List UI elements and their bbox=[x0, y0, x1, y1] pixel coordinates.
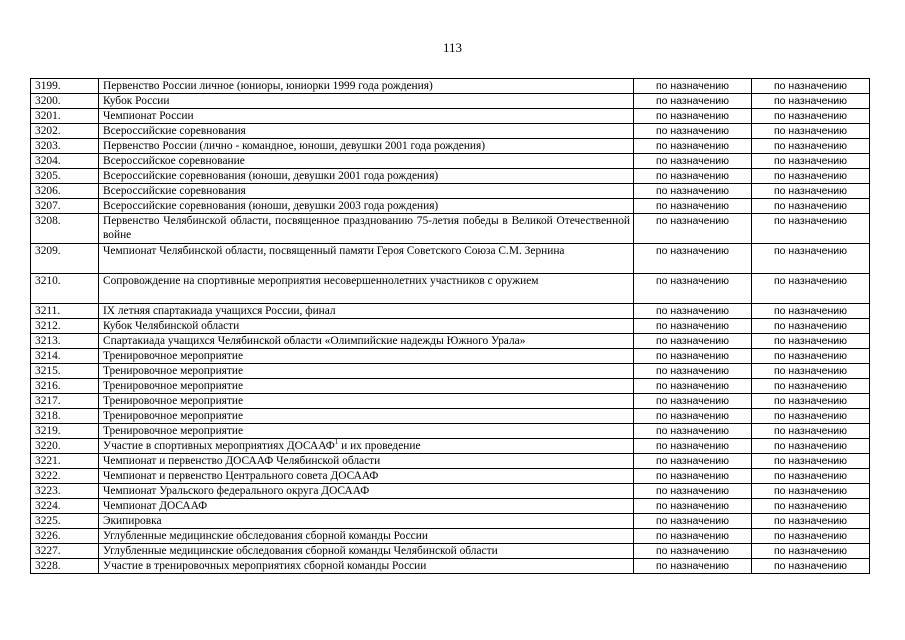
events-table bbox=[30, 78, 870, 574]
event-name-cell: Первенство Челябинской области, посвященное празднованию 75-летия победы в Великой Отечественной войне bbox=[99, 214, 634, 244]
event-name-cell: Всероссийские соревнования bbox=[99, 184, 634, 199]
events-table-body bbox=[31, 79, 870, 574]
row-number-cell: 3203. bbox=[31, 139, 99, 154]
event-name-cell: Чемпионат России bbox=[99, 109, 634, 124]
place-cell: по назначению bbox=[752, 364, 870, 379]
term-cell: по назначению bbox=[634, 559, 752, 574]
table-row bbox=[31, 529, 870, 544]
term-cell: по назначению bbox=[634, 184, 752, 199]
event-name-cell: Кубок Челябинской области bbox=[99, 319, 634, 334]
term-cell: по назначению bbox=[634, 304, 752, 319]
event-name-cell: Всероссийское соревнование bbox=[99, 154, 634, 169]
table-row bbox=[31, 184, 870, 199]
term-cell: по назначению bbox=[634, 334, 752, 349]
row-number-cell: 3214. bbox=[31, 349, 99, 364]
place-cell: по назначению bbox=[752, 109, 870, 124]
term-cell: по назначению bbox=[634, 214, 752, 244]
term-cell: по назначению bbox=[634, 199, 752, 214]
event-name-text: Участие в спортивных мероприятиях ДОСААФ bbox=[103, 440, 335, 452]
term-cell: по назначению bbox=[634, 94, 752, 109]
table-row bbox=[31, 169, 870, 184]
table-row bbox=[31, 319, 870, 334]
event-name-cell: Тренировочное мероприятие bbox=[99, 424, 634, 439]
row-number-cell: 3211. bbox=[31, 304, 99, 319]
term-cell: по назначению bbox=[634, 364, 752, 379]
row-number-cell: 3226. bbox=[31, 529, 99, 544]
table-row bbox=[31, 304, 870, 319]
table-row bbox=[31, 409, 870, 424]
row-number-cell: 3209. bbox=[31, 244, 99, 274]
term-cell: по назначению bbox=[634, 484, 752, 499]
table-row bbox=[31, 364, 870, 379]
table-row bbox=[31, 424, 870, 439]
table-row bbox=[31, 244, 870, 274]
term-cell: по назначению bbox=[634, 124, 752, 139]
table-row bbox=[31, 139, 870, 154]
row-number-cell: 3223. bbox=[31, 484, 99, 499]
table-row bbox=[31, 499, 870, 514]
row-number-cell: 3210. bbox=[31, 274, 99, 304]
term-cell: по назначению bbox=[634, 139, 752, 154]
table-row bbox=[31, 124, 870, 139]
place-cell: по назначению bbox=[752, 424, 870, 439]
place-cell: по назначению bbox=[752, 79, 870, 94]
term-cell: по назначению bbox=[634, 154, 752, 169]
place-cell: по назначению bbox=[752, 559, 870, 574]
table-row bbox=[31, 154, 870, 169]
row-number-cell: 3201. bbox=[31, 109, 99, 124]
place-cell: по назначению bbox=[752, 349, 870, 364]
term-cell: по назначению bbox=[634, 244, 752, 274]
event-name-cell: Первенство России (лично - командное, юноши, девушки 2001 года рождения) bbox=[99, 139, 634, 154]
term-cell: по назначению bbox=[634, 499, 752, 514]
place-cell: по назначению bbox=[752, 394, 870, 409]
term-cell: по назначению bbox=[634, 544, 752, 559]
place-cell: по назначению bbox=[752, 214, 870, 244]
term-cell: по назначению bbox=[634, 109, 752, 124]
row-number-cell: 3218. bbox=[31, 409, 99, 424]
place-cell: по назначению bbox=[752, 514, 870, 529]
table-row bbox=[31, 109, 870, 124]
event-name-cell: Углубленные медицинские обследования сборной команды Челябинской области bbox=[99, 544, 634, 559]
row-number-cell: 3220. bbox=[31, 439, 99, 454]
event-name-cell: Кубок России bbox=[99, 94, 634, 109]
table-row bbox=[31, 469, 870, 484]
table-row bbox=[31, 484, 870, 499]
table-row bbox=[31, 274, 870, 304]
table-row bbox=[31, 214, 870, 244]
term-cell: по назначению bbox=[634, 349, 752, 364]
event-name-cell: Спартакиада учащихся Челябинской области «Олимпийские надежды Южного Урала» bbox=[99, 334, 634, 349]
table-row bbox=[31, 439, 870, 454]
event-name-cell: Чемпионат Уральского федерального округа ДОСААФ bbox=[99, 484, 634, 499]
event-name-cell: IX летняя спартакиада учащихся России, финал bbox=[99, 304, 634, 319]
place-cell: по назначению bbox=[752, 304, 870, 319]
place-cell: по назначению bbox=[752, 379, 870, 394]
term-cell: по назначению bbox=[634, 379, 752, 394]
event-name-cell: Чемпионат Челябинской области, посвященный памяти Героя Советского Союза С.М. Зернина bbox=[99, 244, 634, 274]
term-cell: по назначению bbox=[634, 469, 752, 484]
table-row bbox=[31, 199, 870, 214]
row-number-cell: 3204. bbox=[31, 154, 99, 169]
place-cell: по назначению bbox=[752, 544, 870, 559]
event-name-cell: Тренировочное мероприятие bbox=[99, 364, 634, 379]
row-number-cell: 3200. bbox=[31, 94, 99, 109]
event-name-suffix: и их проведение bbox=[338, 440, 421, 452]
row-number-cell: 3199. bbox=[31, 79, 99, 94]
term-cell: по назначению bbox=[634, 529, 752, 544]
place-cell: по назначению bbox=[752, 274, 870, 304]
page-number: 113 bbox=[442, 40, 463, 55]
term-cell: по назначению bbox=[634, 79, 752, 94]
place-cell: по назначению bbox=[752, 154, 870, 169]
table-row bbox=[31, 454, 870, 469]
event-name-cell: Тренировочное мероприятие bbox=[99, 349, 634, 364]
term-cell: по назначению bbox=[634, 454, 752, 469]
row-number-cell: 3219. bbox=[31, 424, 99, 439]
table-row bbox=[31, 79, 870, 94]
term-cell: по назначению bbox=[634, 319, 752, 334]
table-row bbox=[31, 559, 870, 574]
event-name-cell: Всероссийские соревнования bbox=[99, 124, 634, 139]
table-row bbox=[31, 544, 870, 559]
event-name-cell: Сопровождение на спортивные мероприятия несовершеннолетних участников с оружием bbox=[99, 274, 634, 304]
place-cell: по назначению bbox=[752, 94, 870, 109]
place-cell: по назначению bbox=[752, 439, 870, 454]
place-cell: по назначению bbox=[752, 139, 870, 154]
event-name-cell: Тренировочное мероприятие bbox=[99, 379, 634, 394]
row-number-cell: 3205. bbox=[31, 169, 99, 184]
row-number-cell: 3217. bbox=[31, 394, 99, 409]
table-row bbox=[31, 514, 870, 529]
row-number-cell: 3215. bbox=[31, 364, 99, 379]
place-cell: по назначению bbox=[752, 409, 870, 424]
event-name-cell: Чемпионат и первенство ДОСААФ Челябинской области bbox=[99, 454, 634, 469]
row-number-cell: 3221. bbox=[31, 454, 99, 469]
event-name-cell: Тренировочное мероприятие bbox=[99, 394, 634, 409]
place-cell: по назначению bbox=[752, 319, 870, 334]
event-name-cell: Участие в тренировочных мероприятиях сборной команды России bbox=[99, 559, 634, 574]
place-cell: по назначению bbox=[752, 469, 870, 484]
place-cell: по назначению bbox=[752, 184, 870, 199]
event-name-cell bbox=[99, 439, 634, 454]
row-number-cell: 3213. bbox=[31, 334, 99, 349]
row-number-cell: 3212. bbox=[31, 319, 99, 334]
event-name-cell: Первенство России личное (юниоры, юниорки 1999 года рождения) bbox=[99, 79, 634, 94]
term-cell: по назначению bbox=[634, 424, 752, 439]
row-number-cell: 3206. bbox=[31, 184, 99, 199]
place-cell: по назначению bbox=[752, 199, 870, 214]
row-number-cell: 3222. bbox=[31, 469, 99, 484]
event-name-cell: Чемпионат и первенство Центрального совета ДОСААФ bbox=[99, 469, 634, 484]
event-name-cell: Чемпионат ДОСААФ bbox=[99, 499, 634, 514]
place-cell: по назначению bbox=[752, 499, 870, 514]
place-cell: по назначению bbox=[752, 484, 870, 499]
row-number-cell: 3207. bbox=[31, 199, 99, 214]
term-cell: по назначению bbox=[634, 439, 752, 454]
row-number-cell: 3216. bbox=[31, 379, 99, 394]
event-name-cell: Тренировочное мероприятие bbox=[99, 409, 634, 424]
term-cell: по назначению bbox=[634, 394, 752, 409]
row-number-cell: 3208. bbox=[31, 214, 99, 244]
term-cell: по назначению bbox=[634, 274, 752, 304]
place-cell: по назначению bbox=[752, 169, 870, 184]
event-name-cell: Всероссийские соревнования (юноши, девушки 2001 года рождения) bbox=[99, 169, 634, 184]
table-row bbox=[31, 394, 870, 409]
term-cell: по назначению bbox=[634, 409, 752, 424]
table-row bbox=[31, 94, 870, 109]
footnote-mark: 1 bbox=[334, 438, 339, 447]
term-cell: по назначению bbox=[634, 514, 752, 529]
table-row bbox=[31, 334, 870, 349]
place-cell: по назначению bbox=[752, 529, 870, 544]
term-cell: по назначению bbox=[634, 169, 752, 184]
row-number-cell: 3228. bbox=[31, 559, 99, 574]
event-name-cell: Экипировка bbox=[99, 514, 634, 529]
place-cell: по назначению bbox=[752, 334, 870, 349]
row-number-cell: 3227. bbox=[31, 544, 99, 559]
table-row bbox=[31, 349, 870, 364]
place-cell: по назначению bbox=[752, 454, 870, 469]
row-number-cell: 3224. bbox=[31, 499, 99, 514]
event-name-cell: Всероссийские соревнования (юноши, девушки 2003 года рождения) bbox=[99, 199, 634, 214]
event-name-cell: Углубленные медицинские обследования сборной команды России bbox=[99, 529, 634, 544]
row-number-cell: 3202. bbox=[31, 124, 99, 139]
place-cell: по назначению bbox=[752, 124, 870, 139]
row-number-cell: 3225. bbox=[31, 514, 99, 529]
table-row bbox=[31, 379, 870, 394]
place-cell: по назначению bbox=[752, 244, 870, 274]
